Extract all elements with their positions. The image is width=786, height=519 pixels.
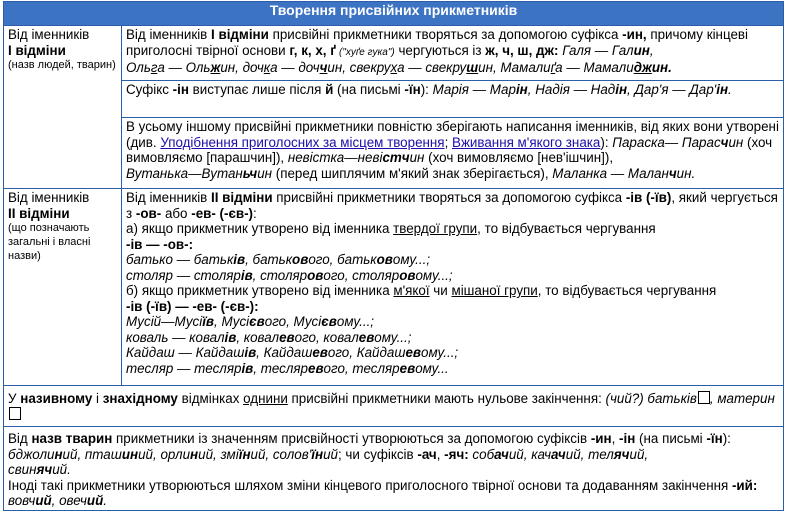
text: або	[161, 205, 192, 221]
text: (перед шиплячим м'який знак зберігається),	[272, 165, 553, 181]
text: ин.	[676, 165, 696, 181]
text: ому...;	[336, 314, 375, 329]
text: ин	[728, 134, 744, 150]
text: чи	[429, 283, 452, 298]
left2-line1: Від іменників	[8, 190, 90, 205]
text: ий, пташ	[62, 446, 122, 462]
text: свин	[8, 462, 37, 477]
text: ев	[279, 329, 295, 345]
text: ):	[420, 82, 433, 97]
text: ин, свекру	[327, 60, 391, 75]
text: ий	[86, 493, 104, 508]
rule-suffix-iv	[122, 189, 784, 386]
text: а — свекру	[397, 60, 467, 75]
text: ого, ковал	[294, 329, 359, 345]
text: -ів (-їв) — -ев- (-єв-):	[126, 298, 259, 314]
text: Від іменників	[126, 27, 212, 42]
text: -їн	[404, 82, 421, 97]
text: бджоли	[8, 446, 55, 462]
text: однини	[243, 391, 288, 406]
text: а) якщо прикметник утворено від іменника	[126, 221, 394, 236]
text: -ів — -ов-:	[126, 236, 194, 252]
text: (хоч вимовляємо [парашчин]),	[126, 134, 773, 165]
text: У	[8, 391, 21, 406]
text: чергуються із	[394, 42, 486, 58]
text: г, к, х, ґ	[289, 42, 337, 58]
text: ґ	[550, 60, 556, 75]
text: ів	[241, 360, 254, 376]
text: ому...	[415, 360, 449, 376]
text: ий, змі	[198, 446, 239, 462]
text: ого, Кайдаш	[327, 345, 406, 360]
text: г	[150, 60, 158, 75]
text: ин, доч	[220, 60, 264, 75]
text: ач	[494, 446, 509, 462]
text: -ин	[590, 431, 612, 446]
text: Мусій—Мусі	[126, 314, 203, 329]
text: коваль — ковал	[126, 329, 225, 345]
text: II відміни	[211, 190, 273, 205]
text: , Дар'я — Дар'	[627, 82, 717, 97]
text: ("хуґе гука")	[336, 46, 395, 58]
text: Кайдаш — Кайдаш	[126, 345, 245, 360]
text: В усьому іншому присвійні прикметники повністю зберігають написання іменників, від яких вони утворені (див.	[126, 119, 779, 150]
text: , тесляр	[253, 360, 308, 376]
text: ін	[716, 82, 729, 97]
text: Параска— Парас	[612, 134, 721, 150]
text: Іноді такі прикметники утворюються шляхом зміни кінцевого приголосного твірної основи та додаванням закінчення	[8, 477, 732, 493]
text: присвійні прикметники мають нульове закінчення:	[287, 391, 606, 406]
text: -ий:	[731, 477, 758, 493]
text: відмінках	[177, 391, 244, 406]
text: ий	[323, 446, 338, 462]
text: х	[390, 60, 398, 75]
text: ч	[720, 134, 729, 150]
text: ін	[515, 82, 528, 97]
link-mixed-group[interactable]: мішаної групи	[451, 283, 538, 298]
text: ого, тесляр	[323, 360, 400, 376]
text: ів	[233, 252, 246, 267]
text: ж, ч, ш, дж:	[485, 42, 559, 58]
text: яч	[36, 462, 53, 477]
left2-note: (що позначають загальні і власні назви)	[8, 222, 91, 262]
text: ий	[35, 493, 52, 508]
link-hard-group[interactable]: твердої групи	[393, 221, 478, 236]
text: ий.	[52, 462, 71, 477]
text: к	[263, 60, 271, 75]
text: яч	[613, 446, 630, 462]
text: присвійні прикметники творяться за допомогою суфікса	[268, 27, 623, 42]
text: Суфікс	[126, 82, 173, 97]
text: , Кайдаш	[256, 345, 313, 360]
link-soft-group[interactable]: м'якої	[393, 283, 430, 298]
text: ):	[600, 134, 613, 150]
link-soft-sign[interactable]: Вживання м'якого знака	[452, 134, 601, 150]
text: I відміни	[211, 27, 269, 42]
row-first-declension-1	[4, 26, 784, 81]
left1-line1: Від іменників	[8, 27, 90, 42]
text: Марія — Мар	[432, 82, 516, 97]
text: єв	[321, 314, 337, 329]
text: ого, батьк	[308, 252, 377, 267]
text: ев	[312, 345, 328, 360]
text: а — доч	[270, 60, 320, 75]
text: називному	[20, 391, 93, 406]
text: присвійні прикметники творяться за допомогою суфікса	[272, 190, 626, 205]
text: ому...;	[415, 267, 453, 283]
text: :	[253, 205, 257, 221]
text: й	[325, 82, 334, 97]
text: -ін	[619, 431, 636, 446]
text: , то відбувається чергування	[477, 221, 656, 236]
example-line	[126, 60, 672, 75]
text: -ин,	[622, 27, 647, 42]
text: виступає лише після	[188, 82, 326, 97]
text: ,	[649, 42, 654, 58]
text: тесляр — тесляр	[126, 360, 242, 376]
text: невістка—неві	[287, 150, 383, 165]
text: (хоч вимовляємо [нев'ішчин]),	[424, 150, 614, 165]
text: ин, Мамали	[478, 60, 551, 75]
left-cell-second-declension	[4, 189, 122, 386]
title-row	[4, 2, 784, 26]
text: , батьк	[245, 252, 293, 267]
text: ий,	[629, 446, 649, 462]
text: ж	[210, 60, 221, 75]
text: (чий?) батьків	[605, 391, 697, 406]
text: -ін	[172, 82, 189, 97]
text: -яч:	[444, 446, 469, 462]
text: їн	[311, 446, 324, 462]
text: , Мусі	[214, 314, 250, 329]
text: ов	[292, 252, 309, 267]
text: столяр — столяр	[126, 267, 241, 283]
text: , материн	[709, 391, 775, 406]
text: -ач	[417, 446, 437, 462]
text: соб	[472, 446, 495, 462]
text: , столяр	[252, 267, 308, 283]
zero-ending-box	[698, 391, 710, 404]
text: , то відбувається чергування	[537, 283, 717, 298]
example-line	[562, 43, 653, 58]
text: Оль	[126, 60, 151, 75]
text: ,	[611, 431, 620, 446]
zero-ending-box	[9, 407, 21, 420]
text: -їн	[706, 431, 723, 446]
rule-animal-names	[4, 427, 784, 511]
text: Вутанька—Вутан	[126, 165, 243, 181]
text: ов	[399, 267, 416, 283]
text: , який чергується з	[126, 190, 778, 221]
rule-suffix-in-after-y	[122, 81, 784, 118]
text: стч	[382, 150, 410, 165]
text: , Надія — Над	[527, 82, 616, 97]
text: ин	[409, 150, 425, 165]
text: ому...;	[374, 329, 412, 345]
rule-zero-ending	[4, 386, 784, 427]
text: .	[103, 493, 107, 508]
text: і	[92, 391, 103, 406]
text: -ев- (-єв-)	[191, 205, 254, 221]
text: ий, кач	[508, 446, 551, 462]
text: ін	[615, 82, 628, 97]
left1-line2: I відміни	[8, 42, 66, 58]
text: ин	[633, 42, 650, 58]
text: ш	[466, 60, 479, 75]
text: вовч	[8, 493, 36, 508]
text: ев	[399, 360, 416, 376]
text: дж	[633, 60, 652, 75]
text: ин.	[651, 60, 672, 75]
text: ий, орли	[138, 446, 191, 462]
text: ьч	[242, 165, 258, 181]
text: прикметники із значенням присвійності утворюються за допомогою суфіксів	[112, 431, 591, 446]
grammar-table	[3, 1, 784, 511]
text: ев	[308, 360, 324, 376]
text: а — Мамали	[555, 60, 634, 75]
row-second-declension	[4, 189, 784, 386]
text: їв	[202, 314, 214, 329]
text: ин	[121, 446, 139, 462]
text: Від іменників	[126, 190, 212, 205]
text: -ов-	[135, 205, 162, 221]
text: -ів (-їв)	[625, 190, 672, 205]
text: Від	[8, 431, 32, 446]
row-animal-names	[4, 427, 784, 511]
text: ; чи суфіксів	[337, 446, 418, 462]
text: Маланка — Малан	[552, 165, 669, 181]
left1-note: (назв людей, тварин)	[8, 59, 116, 71]
table-title: Творення присвійних прикметників	[4, 2, 784, 26]
rule-suffix-in	[122, 26, 784, 81]
text: ов	[307, 267, 324, 283]
text: назв тварин	[31, 431, 113, 446]
text: ого, Мусі	[264, 314, 322, 329]
text: Галя — Гал	[562, 42, 634, 58]
text: ач	[551, 446, 566, 462]
text: , овеч	[51, 493, 87, 508]
text: ч	[668, 165, 677, 181]
text: н	[54, 446, 63, 462]
text: ів	[244, 345, 257, 360]
text: ів	[224, 329, 237, 345]
text: (на письмі	[635, 431, 707, 446]
text: батько — батьк	[126, 252, 234, 267]
text: ий, солов'	[250, 446, 312, 462]
text: єв	[249, 314, 265, 329]
rule-spelling-preserved	[122, 118, 784, 189]
text: знахідному	[102, 391, 178, 406]
text: ин	[257, 165, 273, 181]
text: б) якщо прикметник утворено від іменника	[126, 283, 394, 298]
text: .	[728, 82, 732, 97]
text: ;	[444, 134, 453, 150]
text: ов	[376, 252, 393, 267]
text: ів	[240, 267, 253, 283]
text: ому...;	[421, 345, 459, 360]
text: ий, тел	[565, 446, 614, 462]
text: ):	[722, 431, 731, 446]
row-zero-ending	[4, 386, 784, 427]
text: ев	[358, 329, 375, 345]
text: причому кінцеві приголосні твірної основи	[126, 27, 749, 58]
text: ,	[436, 446, 445, 462]
text: ч	[319, 60, 328, 75]
text: а — Оль	[157, 60, 211, 75]
text: (на письмі	[333, 82, 405, 97]
left-cell-first-declension	[4, 26, 122, 189]
link-assimilation[interactable]: Уподібнення приголосних за місцем творення	[160, 134, 445, 150]
text: їн	[238, 446, 251, 462]
left2-line2: II відміни	[8, 205, 70, 221]
text: ев	[405, 345, 421, 360]
text: н	[190, 446, 199, 462]
grammar-table-wrapper	[3, 1, 783, 511]
text: ого, столяр	[323, 267, 400, 283]
text: ому...;	[392, 252, 431, 267]
text: , ковал	[236, 329, 280, 345]
